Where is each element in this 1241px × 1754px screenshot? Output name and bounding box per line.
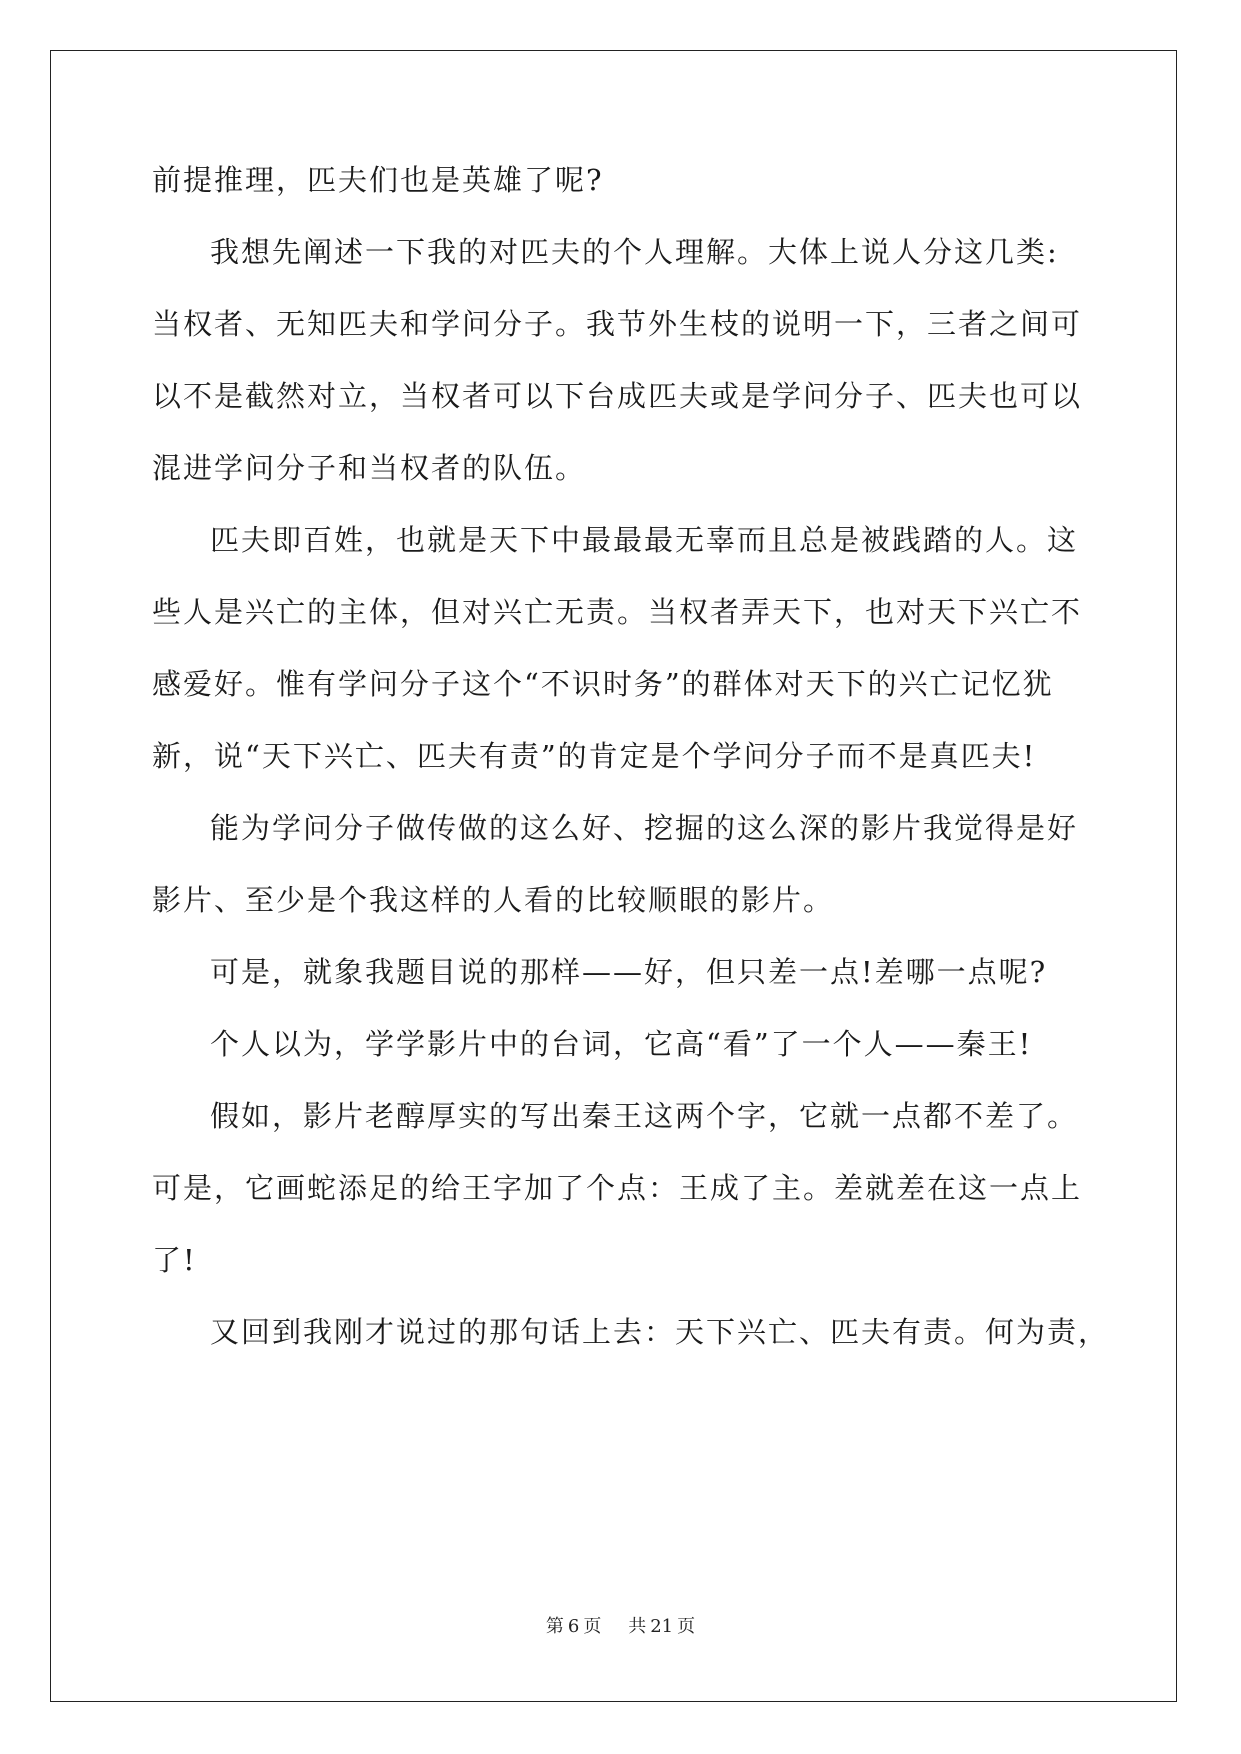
page-label-suffix: 页 bbox=[583, 1616, 602, 1637]
text-line: 我想先阐述一下我的对匹夫的个人理解。大体上说人分这几类: bbox=[210, 235, 1059, 269]
text-line: 以不是截然对立，当权者可以下台成匹夫或是学问分子、匹夫也可以 bbox=[152, 379, 1083, 413]
text-line: 当权者、无知匹夫和学问分子。我节外生枝的说明一下，三者之间可 bbox=[152, 307, 1083, 341]
text-line: 些人是兴亡的主体，但对兴亡无责。当权者弄天下，也对天下兴亡不 bbox=[152, 595, 1083, 629]
text-line: 前提推理，匹夫们也是英雄了呢? bbox=[152, 163, 604, 197]
text-line: 又回到我刚才说过的那句话上去：天下兴亡、匹夫有责。何为责， bbox=[210, 1315, 1110, 1349]
total-pages: 21 bbox=[650, 1616, 674, 1637]
text-line: 可是，它画蛇添足的给王字加了个点：王成了主。差就差在这一点上 bbox=[152, 1171, 1083, 1205]
page-footer bbox=[0, 1612, 1241, 1638]
text-line: 可是，就象我题目说的那样——好，但只差一点!差哪一点呢? bbox=[210, 955, 1048, 989]
total-label-prefix: 共 bbox=[628, 1616, 647, 1637]
text-line: 新，说“天下兴亡、匹夫有责”的肯定是个学问分子而不是真匹夫! bbox=[152, 739, 1037, 773]
text-line: 能为学问分子做传做的这么好、挖掘的这么深的影片我觉得是好 bbox=[210, 811, 1079, 845]
text-line: 了! bbox=[152, 1243, 197, 1277]
total-label-suffix: 页 bbox=[677, 1616, 696, 1637]
page-border bbox=[50, 50, 1177, 1702]
text-line: 匹夫即百姓，也就是天下中最最最无辜而且总是被践踏的人。这 bbox=[210, 523, 1079, 557]
text-line: 感爱好。惟有学问分子这个“不识时务”的群体对天下的兴亡记忆犹 bbox=[152, 667, 1054, 701]
page-label-prefix: 第 bbox=[545, 1616, 564, 1637]
page-number: 6 bbox=[567, 1616, 580, 1637]
text-line: 影片、至少是个我这样的人看的比较顺眼的影片。 bbox=[152, 883, 835, 917]
text-line: 混进学问分子和当权者的队伍。 bbox=[152, 451, 587, 485]
text-line: 假如，影片老醇厚实的写出秦王这两个字，它就一点都不差了。 bbox=[210, 1099, 1079, 1133]
text-line: 个人以为，学学影片中的台词，它高“看”了一个人——秦王! bbox=[210, 1027, 1033, 1061]
